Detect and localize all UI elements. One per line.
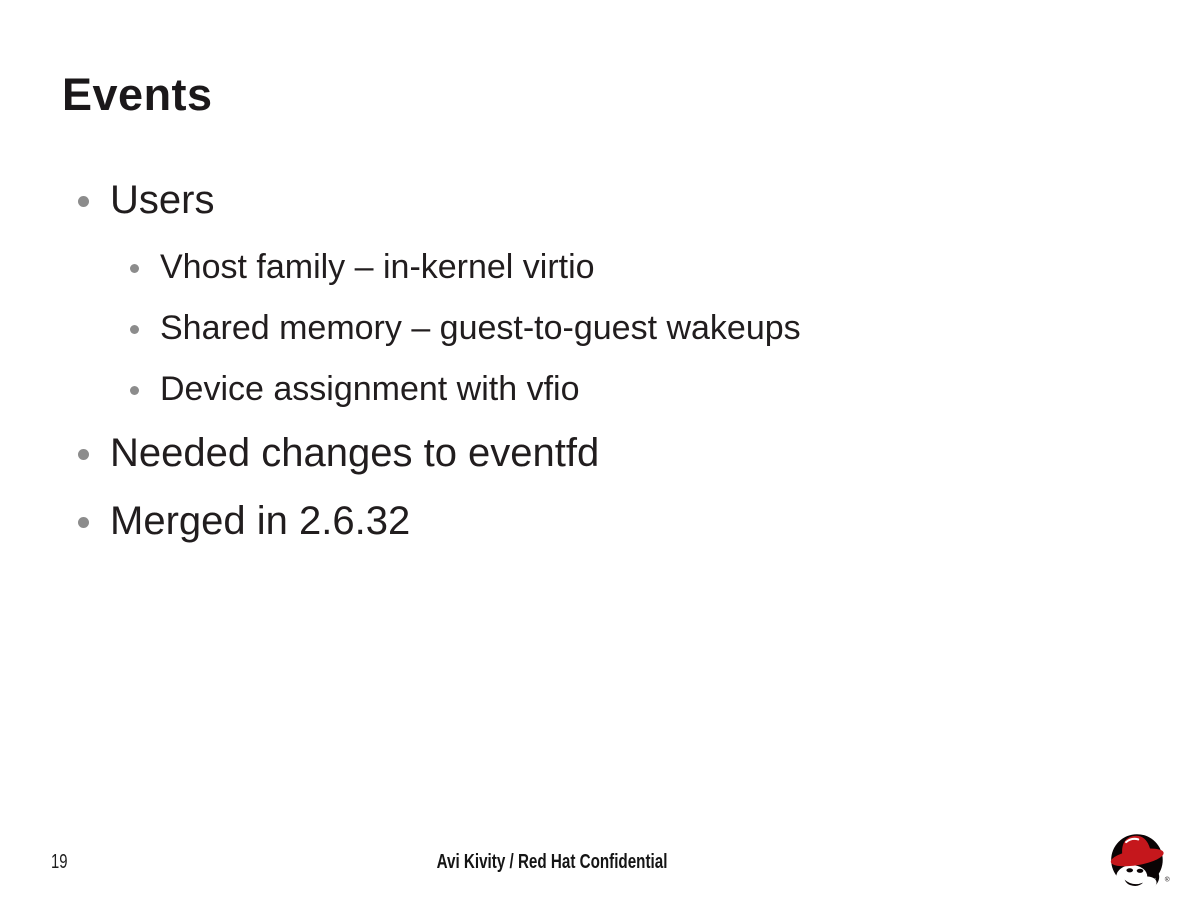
footer-confidential-label: Avi Kivity / Red Hat Confidential: [436, 851, 668, 873]
bullet-item: [0, 180, 1200, 220]
red-hat-logo-icon: [1106, 828, 1172, 894]
bullet-dot-icon: [130, 325, 139, 334]
bullet-text: Vhost family – in-kernel virtio: [160, 248, 595, 286]
bullet-item: [0, 501, 1200, 541]
bullet-text: Device assignment with vfio: [160, 370, 580, 408]
bullet-dot-icon: [78, 449, 89, 460]
bullet-item: [0, 250, 1200, 284]
registered-mark: ®: [1164, 876, 1170, 884]
bullet-dot-icon: [78, 517, 89, 528]
bullet-text: Merged in 2.6.32: [110, 499, 411, 543]
bullet-item: [0, 433, 1200, 473]
bullet-text: Users: [110, 178, 215, 222]
bullet-dot-icon: [78, 196, 89, 207]
page-title: Events: [62, 69, 213, 120]
page-number: 19: [51, 851, 68, 873]
bullet-text: Needed changes to eventfd: [110, 431, 600, 475]
bullet-item: [0, 311, 1200, 345]
bullet-dot-icon: [130, 264, 139, 273]
bullet-dot-icon: [130, 386, 139, 395]
bullet-text: Shared memory – guest-to-guest wakeups: [160, 309, 801, 347]
bullet-item: [0, 372, 1200, 406]
